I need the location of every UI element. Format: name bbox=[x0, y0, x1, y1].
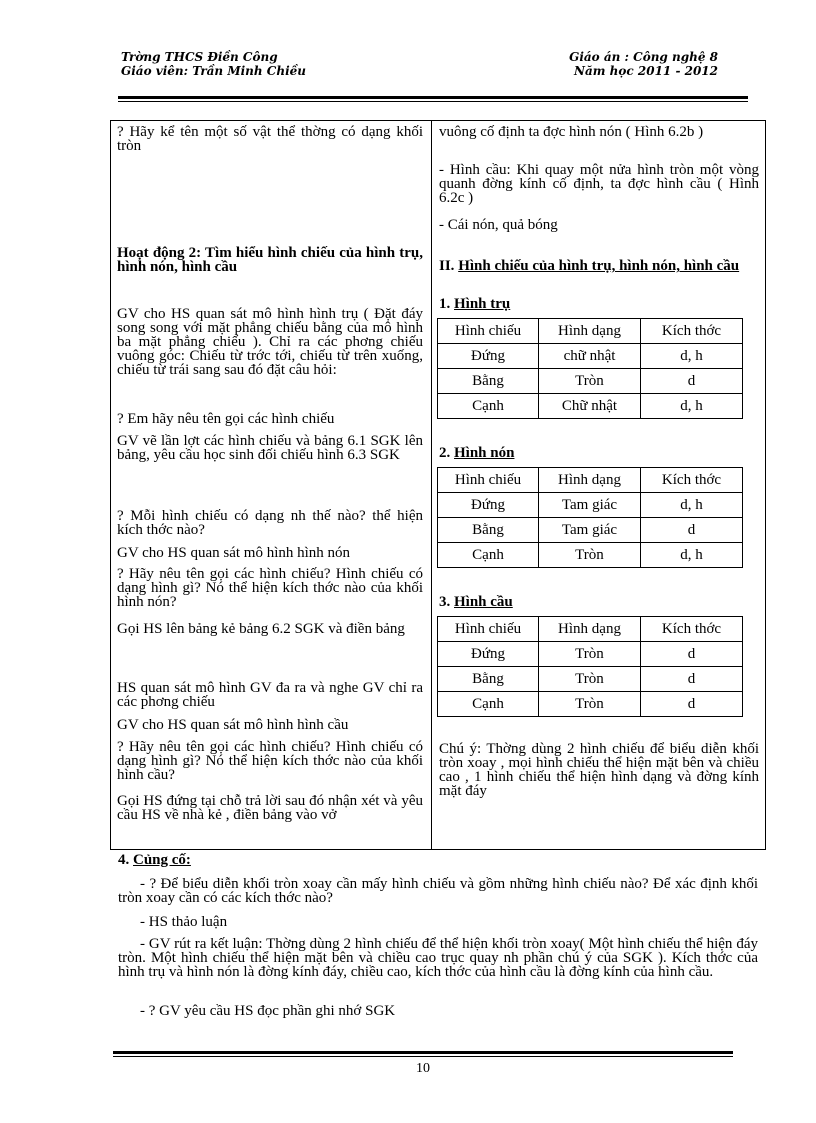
table-header-row bbox=[438, 319, 743, 344]
right-text-2: - Hình cầu: Khi quay một nửa hình tròn một vòng quanh đờng kính cố định, ta đợc hình cầu ( Hình 6.2c ) bbox=[439, 162, 759, 206]
table-cell: d, h bbox=[641, 344, 743, 369]
sphere-num: 3. bbox=[439, 594, 454, 610]
table-cell: Cạnh bbox=[438, 394, 539, 419]
table-cell: d bbox=[641, 518, 743, 543]
left-paragraph-4: ? Mỗi hình chiếu có dạng nh thế nào? thể hiện kích thớc nào? bbox=[117, 508, 423, 538]
header-cell: Kích thớc bbox=[641, 617, 743, 642]
table-header-row bbox=[438, 617, 743, 642]
header-cell: Hình dạng bbox=[539, 468, 641, 493]
cylinder-title: Hình trụ bbox=[454, 296, 511, 312]
left-paragraph-10: ? Hãy nêu tên gọi các hình chiếu? Hình chiếu có dạng hình gì? Nó thể hiện kích thớc nào của khối hình cầu? bbox=[117, 739, 423, 783]
consolidation-heading bbox=[118, 853, 758, 867]
left-paragraph-6: ? Hãy nêu tên gọi các hình chiếu? Hình chiếu có dạng hình gì? Nó thể hiện kích thớc nào của khối hình nón? bbox=[117, 566, 423, 610]
table-cell: d bbox=[641, 369, 743, 394]
table-cell: Bằng bbox=[438, 667, 539, 692]
table-row bbox=[438, 518, 743, 543]
left-paragraph-1: GV cho HS quan sát mô hình hình trụ ( Đặt đáy song song với mặt phẳng chiếu bằng của mô hình ba mặt phẳng chiếu ). Chỉ ra các phơng chiếu vuông góc: Chiếu từ trớc tới, chiếu từ trên xuống, chiếu từ trái sang sau đó đặt câu hỏi: bbox=[117, 306, 423, 378]
table-header-row bbox=[438, 468, 743, 493]
table-cell: Tam giác bbox=[539, 493, 641, 518]
lesson-table bbox=[110, 120, 766, 850]
header-cell: Hình chiếu bbox=[438, 468, 539, 493]
left-paragraph-3: GV vẽ lần lợt các hình chiếu và bảng 6.1 SGK lên bảng, yêu cầu học sinh đối chiếu hình 6.3 SGK bbox=[117, 433, 423, 463]
left-paragraph-7: Gọi HS lên bảng kẻ bảng 6.2 SGK và điền bảng bbox=[117, 621, 405, 637]
table-cell: Chữ nhật bbox=[539, 394, 641, 419]
school-name: Trờng THCS Điền Công bbox=[121, 50, 278, 64]
consolidation-num: 4. bbox=[118, 852, 133, 868]
left-question-intro: ? Hãy kể tên một số vật thể thờng có dạng khối tròn bbox=[117, 124, 423, 154]
table-cell: Tròn bbox=[539, 642, 641, 667]
header-cell: Hình chiếu bbox=[438, 617, 539, 642]
consolidation-line-3: - GV rút ra kết luận: Thờng dùng 2 hình chiếu để thể hiện khối tròn xoay( Một hình chiếu thể hiện đáy tròn. Một hình chiếu thể hiện mặt bên và chiều cao trục quay nh phần chú ý của SGK ). Kích thớc của hình trụ và hình nón là đờng kính đáy, chiều cao, kích thớc của hình cầu là đờng kính của hình cầu. bbox=[118, 936, 758, 980]
table-cell: Cạnh bbox=[438, 543, 539, 568]
section-2-title: Hình chiếu của hình trụ, hình nón, hình cầu bbox=[458, 258, 740, 274]
header-cell: Hình chiếu bbox=[438, 319, 539, 344]
cylinder-heading bbox=[439, 297, 759, 311]
table-cell: d bbox=[641, 692, 743, 717]
header-rule-thick bbox=[118, 96, 748, 99]
header-right bbox=[569, 50, 718, 78]
consolidation-title: Củng cố: bbox=[133, 852, 191, 868]
footer-rule-thin bbox=[113, 1056, 733, 1057]
header-cell: Kích thớc bbox=[641, 468, 743, 493]
header-left bbox=[121, 50, 306, 78]
left-paragraph-9: GV cho HS quan sát mô hình hình cầu bbox=[117, 717, 349, 733]
left-paragraph-11: Gọi HS đứng tại chỗ trả lời sau đó nhận xét và yêu cầu HS về nhà kẻ , điền bảng vào vở bbox=[117, 793, 423, 823]
table-cell: Tam giác bbox=[539, 518, 641, 543]
table-cell: d bbox=[641, 642, 743, 667]
table-cell: Đứng bbox=[438, 493, 539, 518]
page-number: 10 bbox=[416, 1061, 430, 1076]
header-cell: Hình dạng bbox=[539, 319, 641, 344]
activity-title: Hoạt động 2: Tìm hiểu hình chiếu của hình trụ, hình nón, hình cầu bbox=[117, 245, 423, 275]
left-paragraph-8: HS quan sát mô hình GV đa ra và nghe GV chỉ ra các phơng chiếu bbox=[117, 680, 423, 710]
sphere-heading bbox=[439, 595, 759, 609]
left-paragraph-5: GV cho HS quan sát mô hình hình nón bbox=[117, 545, 351, 561]
table-cell: Đứng bbox=[438, 344, 539, 369]
right-text-3: - Cái nón, quả bóng bbox=[439, 217, 558, 233]
header-rule-thin bbox=[118, 101, 748, 102]
table-cell: d bbox=[641, 667, 743, 692]
right-text-1: vuông cố định ta đợc hình nón ( Hình 6.2b ) bbox=[439, 124, 704, 140]
cylinder-table bbox=[437, 318, 743, 419]
footer-rule-thick bbox=[113, 1051, 733, 1054]
table-row bbox=[438, 344, 743, 369]
table-cell: Đứng bbox=[438, 642, 539, 667]
table-row bbox=[438, 667, 743, 692]
table-row bbox=[438, 692, 743, 717]
section-2-heading bbox=[439, 259, 759, 273]
table-row bbox=[438, 493, 743, 518]
table-row bbox=[438, 394, 743, 419]
note-text: Chú ý: Thờng dùng 2 hình chiếu để biểu diễn khối tròn xoay , mọi hình chiếu thể hiện mặt bên và chiều cao , 1 hình chiếu thể hiện hình dạng và đờng kính mặt đáy bbox=[439, 741, 759, 799]
cone-title: Hình nón bbox=[454, 445, 515, 461]
sphere-table bbox=[437, 616, 743, 717]
cone-num: 2. bbox=[439, 445, 454, 461]
left-paragraph-2: ? Em hãy nêu tên gọi các hình chiếu bbox=[117, 411, 335, 427]
subject-name: Giáo án : Công nghệ 8 bbox=[569, 50, 718, 64]
header-cell: Hình dạng bbox=[539, 617, 641, 642]
table-cell: d, h bbox=[641, 493, 743, 518]
cone-heading bbox=[439, 446, 759, 460]
table-cell: Tròn bbox=[539, 692, 641, 717]
table-cell: Bằng bbox=[438, 518, 539, 543]
header-cell: Kích thớc bbox=[641, 319, 743, 344]
table-cell: Tròn bbox=[539, 543, 641, 568]
table-cell: d, h bbox=[641, 543, 743, 568]
consolidation-line-1: - ? Để biểu diễn khối tròn xoay cần mấy hình chiếu và gồm những hình chiếu nào? Để xác định khối tròn xoay cần có các kích thớc nào? bbox=[118, 876, 758, 906]
table-row bbox=[438, 369, 743, 394]
sphere-title: Hình cầu bbox=[454, 594, 513, 610]
consolidation-line-2: - HS thảo luận bbox=[140, 914, 228, 930]
consolidation-line-4: - ? GV yêu cầu HS đọc phần ghi nhớ SGK bbox=[140, 1003, 396, 1019]
section-2-prefix: II. bbox=[439, 258, 459, 274]
table-cell: Cạnh bbox=[438, 692, 539, 717]
table-cell: chữ nhật bbox=[539, 344, 641, 369]
table-cell: d, h bbox=[641, 394, 743, 419]
teacher-name: Giáo viên: Trần Minh Chiều bbox=[121, 64, 306, 78]
table-row bbox=[438, 543, 743, 568]
column-divider bbox=[431, 121, 432, 849]
cone-table bbox=[437, 467, 743, 568]
table-cell: Bằng bbox=[438, 369, 539, 394]
table-cell: Tròn bbox=[539, 369, 641, 394]
school-year: Năm học 2011 - 2012 bbox=[574, 64, 718, 78]
table-cell: Tròn bbox=[539, 667, 641, 692]
cylinder-num: 1. bbox=[439, 296, 454, 312]
table-row bbox=[438, 642, 743, 667]
